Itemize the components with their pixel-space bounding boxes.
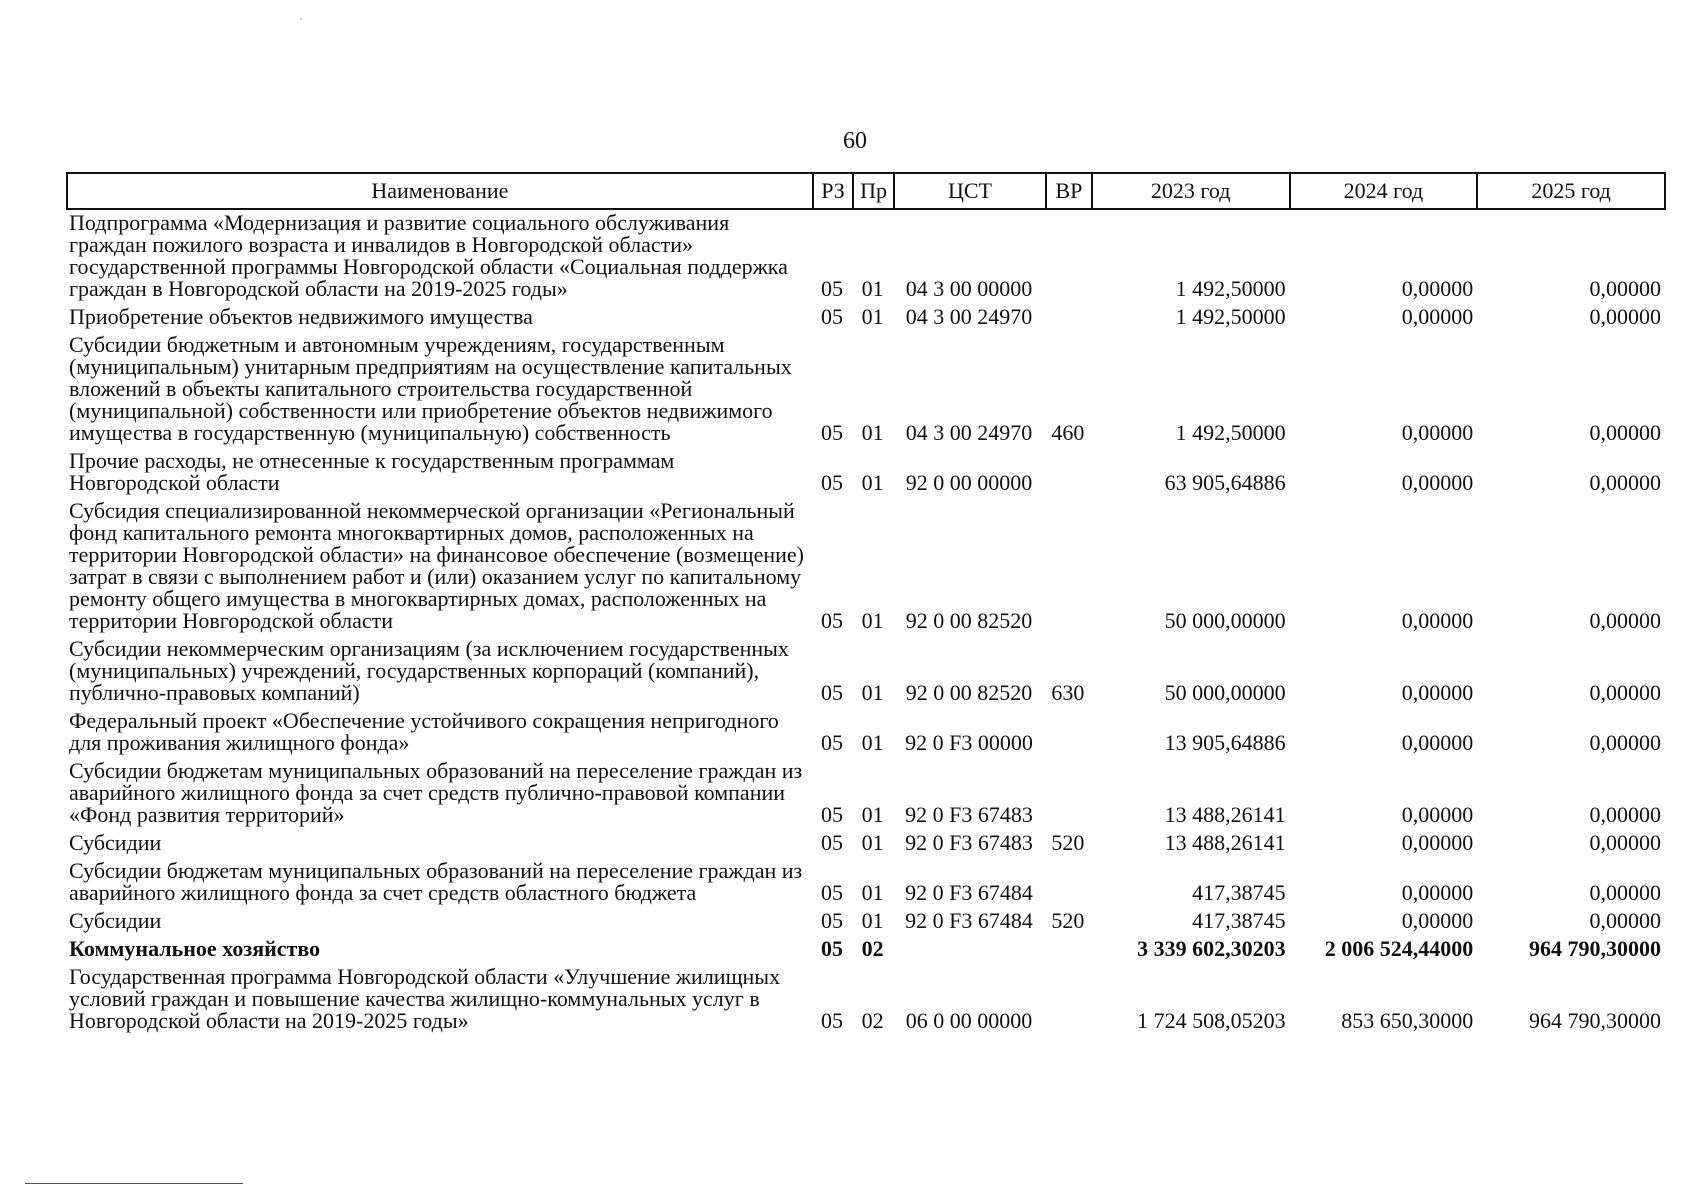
row-vr: 630 [1051, 680, 1085, 705]
scan-speck [300, 18, 302, 20]
row-vr [1046, 936, 1092, 964]
row-rz: 05 [821, 802, 843, 827]
row-pr: 01 [861, 470, 884, 495]
row-rz: 05 [821, 420, 843, 445]
table-row [67, 964, 1665, 1036]
row-2024: 0,00000 [1401, 730, 1474, 755]
header-pr: Пр [853, 173, 894, 209]
row-vr [1046, 448, 1092, 498]
row-vr [1046, 964, 1092, 1036]
row-name: Федеральный проект «Обеспечение устойчивого сокращения непригодного для проживания жилищного фонда» [69, 708, 779, 755]
row-2023: 3 339 602,30203 [1137, 936, 1286, 961]
row-2024: 0,00000 [1401, 830, 1474, 855]
row-vr [1046, 498, 1092, 636]
row-2024: 0,00000 [1401, 908, 1474, 933]
row-cst: 04 3 00 00000 [905, 276, 1033, 301]
row-rz: 05 [821, 908, 843, 933]
row-2025: 0,00000 [1589, 470, 1661, 495]
row-vr [1046, 858, 1092, 908]
row-pr: 01 [861, 802, 884, 827]
row-pr: 01 [861, 880, 884, 905]
row-2024: 2 006 524,44000 [1324, 936, 1474, 961]
row-pr: 01 [861, 680, 884, 705]
row-vr [1046, 209, 1092, 304]
row-rz: 05 [821, 304, 843, 329]
row-pr: 02 [861, 936, 884, 961]
row-2023: 50 000,00000 [1164, 680, 1286, 705]
row-name: Субсидии бюджетам муниципальных образований на переселение граждан из аварийного жилищного фонда за счет средств областного бюджета [69, 858, 803, 905]
row-2023: 13 905,64886 [1164, 730, 1286, 755]
row-name: Субсидии бюджетам муниципальных образований на переселение граждан из аварийного жилищного фонда за счет средств публично-правовой компании «Фонд развития территорий» [69, 758, 803, 827]
table-row [67, 636, 1665, 708]
table-row [67, 758, 1665, 830]
page-number: 60 [843, 128, 867, 154]
header-2024: 2024 год [1290, 173, 1478, 209]
row-name: Государственная программа Новгородской области «Улучшение жилищных условий граждан и повышение качества жилищно-коммунальных услуг в Новгородской области на 2019-2025 годы» [69, 964, 781, 1033]
row-pr: 01 [861, 608, 884, 633]
row-2023: 1 492,50000 [1175, 304, 1286, 329]
table-row [67, 498, 1665, 636]
row-rz: 05 [821, 608, 843, 633]
row-2023: 13 488,26141 [1164, 830, 1286, 855]
row-2025: 964 790,30000 [1529, 936, 1661, 961]
row-name: Прочие расходы, не отнесенные к государственным программам Новгородской области [69, 448, 675, 495]
row-pr: 02 [861, 1008, 884, 1033]
table-row [67, 708, 1665, 758]
row-cst: 92 0 F3 00000 [905, 730, 1033, 755]
row-2024: 0,00000 [1401, 276, 1474, 301]
row-name: Субсидии некоммерческим организациям (за исключением государственных (муниципальных) учреждений, государственных корпораций (компаний), публично-правовых компаний) [69, 636, 789, 705]
row-name: Коммунальное хозяйство [69, 936, 321, 961]
row-2023: 417,38745 [1192, 880, 1286, 905]
row-2023: 13 488,26141 [1164, 802, 1286, 827]
row-cst: 92 0 F3 67483 [905, 802, 1033, 827]
table-row [67, 448, 1665, 498]
table-row [67, 209, 1665, 304]
row-rz: 05 [821, 680, 843, 705]
header-cst: ЦСТ [894, 173, 1046, 209]
row-2025: 0,00000 [1589, 730, 1661, 755]
row-vr [1046, 708, 1092, 758]
table-row [67, 858, 1665, 908]
row-pr: 01 [861, 730, 884, 755]
header-vr: ВР [1046, 173, 1092, 209]
row-2023: 50 000,00000 [1164, 608, 1286, 633]
table-row [67, 908, 1665, 936]
row-name: Субсидии бюджетным и автономным учреждениям, государственным (муниципальным) унитарным предприятиям на осуществление капитальных вложений в объекты капитального строительства государственной (муниципальной) собственности или приобретение объектов недвижимого имущества в государственную (муниципальную) собственность [69, 332, 792, 445]
row-2024: 0,00000 [1401, 304, 1474, 329]
row-2023: 1 724 508,05203 [1137, 1008, 1286, 1033]
row-rz: 05 [821, 276, 843, 301]
row-cst: 06 0 00 00000 [905, 1008, 1033, 1033]
row-cst: 04 3 00 24970 [905, 420, 1033, 445]
row-vr [1046, 304, 1092, 332]
row-2025: 0,00000 [1589, 276, 1661, 301]
footnote-rule [25, 1183, 243, 1184]
row-2023: 417,38745 [1192, 908, 1286, 933]
row-name: Субсидии [69, 830, 162, 855]
header-2025: 2025 год [1477, 173, 1665, 209]
row-2023: 63 905,64886 [1164, 470, 1286, 495]
row-rz: 05 [821, 880, 843, 905]
table-row [67, 830, 1665, 858]
row-2024: 853 650,30000 [1341, 1008, 1474, 1033]
row-rz: 05 [821, 936, 843, 961]
row-vr: 520 [1051, 830, 1085, 855]
row-name: Субсидии [69, 908, 162, 933]
row-cst: 92 0 F3 67484 [905, 908, 1033, 933]
row-vr: 460 [1051, 420, 1085, 445]
row-2025: 0,00000 [1589, 908, 1661, 933]
row-2024: 0,00000 [1401, 470, 1474, 495]
row-2025: 0,00000 [1589, 680, 1661, 705]
row-pr: 01 [861, 830, 884, 855]
row-2025: 0,00000 [1589, 420, 1661, 445]
row-pr: 01 [861, 420, 884, 445]
row-2025: 0,00000 [1589, 304, 1661, 329]
row-name: Субсидия специализированной некоммерческой организации «Региональный фонд капитального ремонта многоквартирных домов, расположенных на территории Новгородской области» на финансовое обеспечение (возмещение) затрат в связи с выполнением работ и (или) оказанием услуг по капитальному ремонту общего имущества в многоквартирных домах, расположенных на территории Новгородской области [69, 498, 804, 633]
row-name: Приобретение объектов недвижимого имущества [69, 304, 533, 329]
row-cst: 92 0 00 82520 [905, 608, 1033, 633]
row-2024: 0,00000 [1401, 680, 1474, 705]
table-row [67, 304, 1665, 332]
row-cst: 04 3 00 24970 [905, 304, 1033, 329]
row-pr: 01 [861, 276, 884, 301]
row-cst [894, 936, 1046, 964]
row-rz: 05 [821, 730, 843, 755]
table-row [67, 332, 1665, 448]
row-rz: 05 [821, 1008, 843, 1033]
row-cst: 92 0 00 00000 [905, 470, 1033, 495]
header-name: Наименование [67, 173, 813, 209]
header-2023: 2023 год [1092, 173, 1290, 209]
row-2025: 0,00000 [1589, 880, 1661, 905]
row-2024: 0,00000 [1401, 880, 1474, 905]
row-2024: 0,00000 [1401, 608, 1474, 633]
row-cst: 92 0 00 82520 [905, 680, 1033, 705]
row-rz: 05 [821, 470, 843, 495]
row-2025: 964 790,30000 [1529, 1008, 1661, 1033]
row-2023: 1 492,50000 [1175, 276, 1286, 301]
row-2023: 1 492,50000 [1175, 420, 1286, 445]
table-header-row [67, 173, 1665, 209]
row-vr [1046, 758, 1092, 830]
header-rz: РЗ [813, 173, 854, 209]
row-pr: 01 [861, 908, 884, 933]
row-cst: 92 0 F3 67483 [905, 830, 1033, 855]
budget-table [66, 172, 1666, 1036]
row-2025: 0,00000 [1589, 608, 1661, 633]
row-pr: 01 [861, 304, 884, 329]
row-2024: 0,00000 [1401, 420, 1474, 445]
row-2025: 0,00000 [1589, 830, 1661, 855]
row-name: Подпрограмма «Модернизация и развитие социального обслуживания граждан пожилого возраста и инвалидов в Новгородской области» государственной программы Новгородской области «Социальная поддержка граждан в Новгородской области на 2019-2025 годы» [69, 210, 788, 301]
row-2025: 0,00000 [1589, 802, 1661, 827]
row-2024: 0,00000 [1401, 802, 1474, 827]
row-vr: 520 [1051, 908, 1085, 933]
row-rz: 05 [821, 830, 843, 855]
row-cst: 92 0 F3 67484 [905, 880, 1033, 905]
table-row-section [67, 936, 1665, 964]
